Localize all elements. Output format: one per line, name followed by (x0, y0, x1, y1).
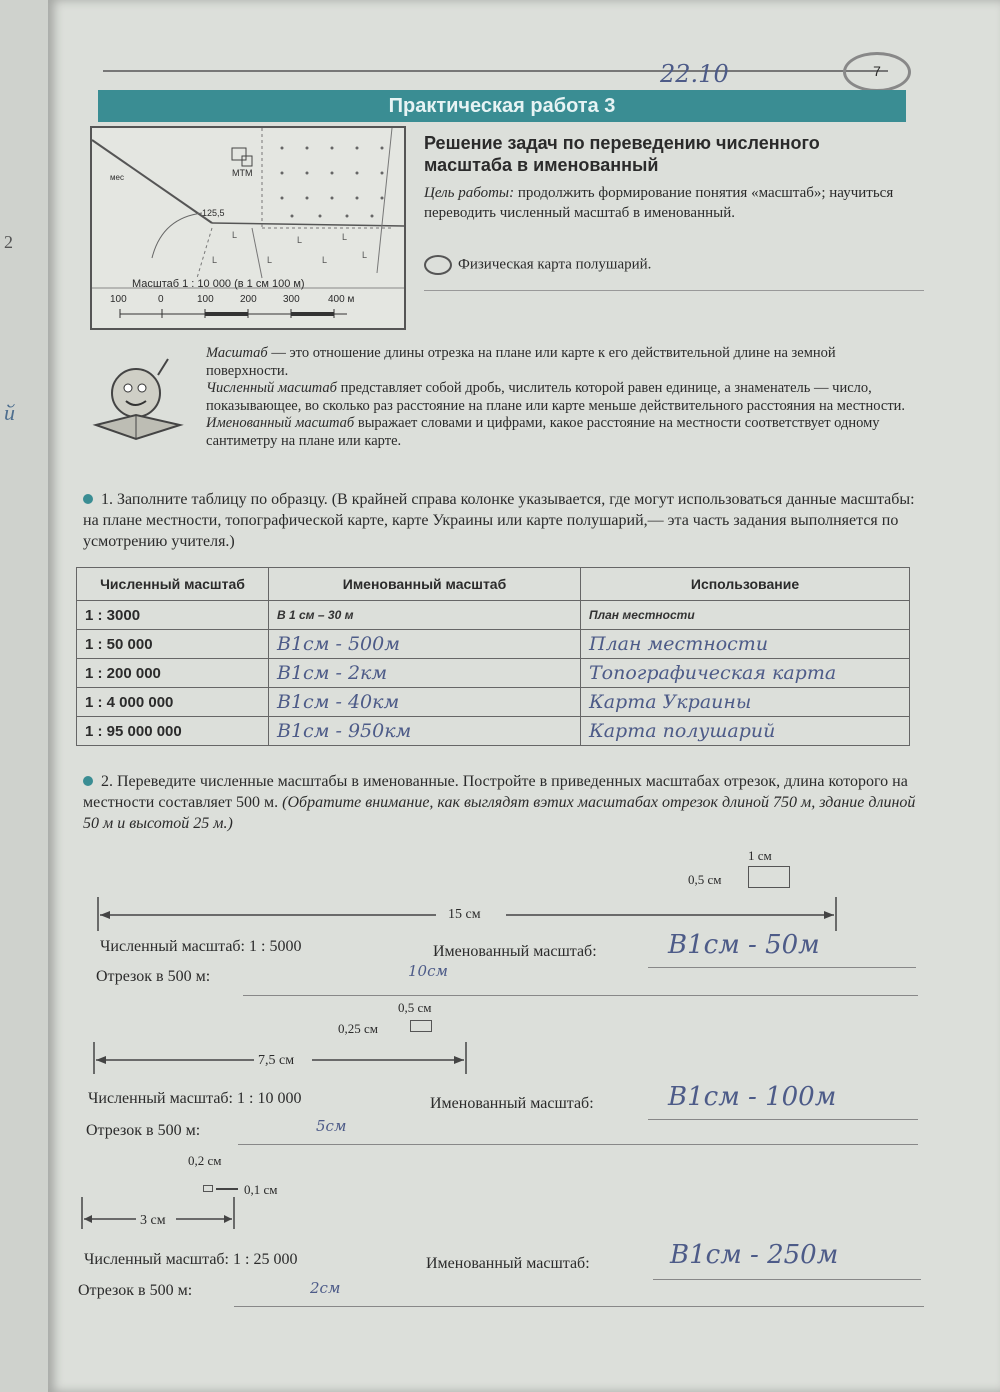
map-scale-tick: 100 (110, 294, 127, 305)
table-row (77, 659, 910, 688)
term: Именованный масштаб (206, 415, 355, 431)
term: Масштаб (206, 345, 268, 361)
building-height-label: 0,25 см (338, 1021, 378, 1036)
goal-text: продолжить формирование понятия «масштаб»; научиться переводить численный масштаб в именованный. (424, 185, 894, 221)
cell-named-answer[interactable]: В1см - 950км (269, 717, 581, 746)
segment-label: Отрезок в 500 м: (96, 968, 211, 985)
map-scale-tick: 400 м (328, 294, 355, 305)
cell-numeric: 1 : 50 000 (77, 630, 269, 659)
header-numeric: Численный масштаб (77, 568, 269, 601)
map-label-height: 125,5 (202, 208, 225, 218)
named-scale-answer[interactable]: В1см - 250м (670, 1240, 839, 1270)
segment-answer[interactable]: 2см (310, 1279, 341, 1297)
cell-numeric: 1 : 200 000 (77, 659, 269, 688)
svg-text:L: L (362, 250, 368, 260)
named-scale-label: Именованный масштаб: (433, 943, 597, 960)
svg-text:L: L (342, 232, 348, 242)
handwritten-date: 22.10 (660, 60, 729, 88)
task-2-note: (Обратите внимание, как выглядят вэтих масштабах отрезок длиной 750 м, здание длиной 50 м и высотой 25 м.) (83, 794, 916, 832)
segment-answer[interactable]: 5см (316, 1117, 347, 1135)
definitions-block (206, 345, 916, 450)
building-rectangle (410, 1020, 432, 1032)
segment-length-label: 15 см (448, 907, 481, 922)
segment-label: Отрезок в 500 м: (86, 1122, 201, 1139)
svg-text:L: L (322, 255, 328, 265)
building-rectangle (748, 866, 790, 888)
header-named: Именованный масштаб (269, 568, 581, 601)
segment-length-label: 3 см (140, 1213, 166, 1228)
page-number: 7 (843, 52, 911, 92)
table-row (77, 601, 910, 630)
previous-page-edge (0, 0, 52, 1392)
table-row (77, 717, 910, 746)
segment-length-label: 7,5 см (258, 1053, 295, 1068)
map-scale-tick: 100 (197, 294, 214, 305)
task-2-instructions (83, 771, 923, 834)
goal-label: Цель работы: (424, 185, 515, 201)
numeric-scale-label: Численный масштаб: 1 : 10 000 (88, 1090, 302, 1107)
work-title: Решение задач по переведению численного масштаба в именованный (424, 133, 820, 175)
segment-answer[interactable]: 10см (408, 962, 448, 980)
building-height-label: 0,1 см (244, 1182, 278, 1197)
margin-mark-handwritten: й (4, 400, 15, 425)
topographic-map-figure (90, 126, 406, 330)
globe-mascot-illustration (88, 355, 188, 445)
table-row (77, 688, 910, 717)
cell-numeric: 1 : 4 000 000 (77, 688, 269, 717)
building-rectangle (203, 1185, 213, 1192)
scale-table (76, 567, 910, 746)
header-rule (103, 70, 888, 72)
named-scale-label: Именованный масштаб: (426, 1255, 590, 1272)
cell-named-answer[interactable]: В1см - 2км (269, 659, 581, 688)
answer-line (653, 1279, 921, 1280)
cell-named-sample: В 1 см – 30 м (269, 601, 581, 630)
definition-text: представляет собой дробь, числитель которой равен единице, а знаменатель — число, показывающее, во сколько раз расстояние на плане или карте меньше действительного расстояния на местности. (206, 380, 906, 414)
work-goal (424, 183, 914, 223)
map-label-mtm: МТМ (232, 168, 253, 178)
svg-text:L: L (212, 255, 218, 265)
cell-usage-answer[interactable]: Топографическая карта (581, 659, 910, 688)
cell-usage-answer[interactable]: Карта полушарий (581, 717, 910, 746)
height-leader-line (216, 1188, 238, 1190)
margin-mark: 2 (4, 232, 13, 252)
answer-line (648, 967, 916, 968)
named-scale-label: Именованный масштаб: (430, 1095, 594, 1112)
answer-line (648, 1119, 918, 1120)
definition-named-scale (206, 415, 916, 450)
task-2-text: 2. Переведите численные масштабы в именованные. Постройте в приведенных масштабах отрезок, длина которого на местности составляет 500 м. (83, 773, 908, 811)
map-scale-tick: 0 (158, 294, 164, 305)
svg-text:L: L (297, 235, 303, 245)
answer-line (238, 1144, 918, 1145)
section-divider (424, 290, 924, 291)
building-width-label: 1 см (748, 848, 772, 863)
definition-text: выражает словами и цифрами, какое расстояние на местности соответствует одному сантиметру на плане или карте. (206, 415, 880, 449)
building-width-label: 0,5 см (398, 1000, 432, 1015)
answer-line (243, 995, 918, 996)
named-scale-answer[interactable]: В1см - 100м (668, 1082, 837, 1112)
answer-line (234, 1306, 924, 1307)
table-header-row (77, 568, 910, 601)
map-scale-caption: Масштаб 1 : 10 000 (в 1 см 100 м) (132, 278, 305, 290)
cell-named-answer[interactable]: В1см - 40км (269, 688, 581, 717)
definition-numeric-scale (206, 380, 916, 415)
cell-numeric: 1 : 95 000 000 (77, 717, 269, 746)
definition-text: — это отношение длины отрезка на плане или карте к его действительной длине на земной поверхности. (206, 345, 836, 379)
cell-numeric: 1 : 3000 (77, 601, 269, 630)
definition-scale (206, 345, 916, 380)
building-width-label: 0,2 см (188, 1153, 222, 1168)
map-scale-tick: 200 (240, 294, 257, 305)
cell-usage-answer[interactable]: План местности (581, 630, 910, 659)
task-1-instructions (83, 489, 918, 552)
atlas-icon (424, 255, 452, 275)
numeric-scale-label: Численный масштаб: 1 : 5000 (100, 938, 302, 955)
svg-text:L: L (232, 230, 238, 240)
table-row (77, 630, 910, 659)
header-usage: Использование (581, 568, 910, 601)
numeric-scale-label: Численный масштаб: 1 : 25 000 (84, 1251, 298, 1268)
practical-work-banner: Практическая работа 3 (98, 90, 906, 122)
svg-text:L: L (267, 255, 273, 265)
bullet-icon (83, 776, 93, 786)
bullet-icon (83, 494, 93, 504)
segment-label: Отрезок в 500 м: (78, 1282, 193, 1299)
task-1-text: 1. Заполните таблицу по образцу. (В крайней справа колонке указывается, где могут использоваться данные масштабы: на плане местности, топографической карте, карте Украины или карте полушарий,— эта часть задания выполняется по усмотрению учителя.) (83, 491, 915, 550)
cell-usage-answer[interactable]: Карта Украины (581, 688, 910, 717)
cell-named-answer[interactable]: В1см - 500м (269, 630, 581, 659)
workbook-page (48, 0, 1000, 1392)
map-label-forest: мес (110, 173, 124, 182)
map-scale-tick: 300 (283, 294, 300, 305)
named-scale-answer[interactable]: В1см - 50м (668, 930, 820, 960)
cell-usage-sample: План местности (581, 601, 910, 630)
building-height-label: 0,5 см (688, 872, 722, 887)
atlas-reference (424, 255, 651, 275)
term: Численный масштаб (206, 380, 337, 396)
atlas-text: Физическая карта полушарий. (458, 256, 652, 273)
